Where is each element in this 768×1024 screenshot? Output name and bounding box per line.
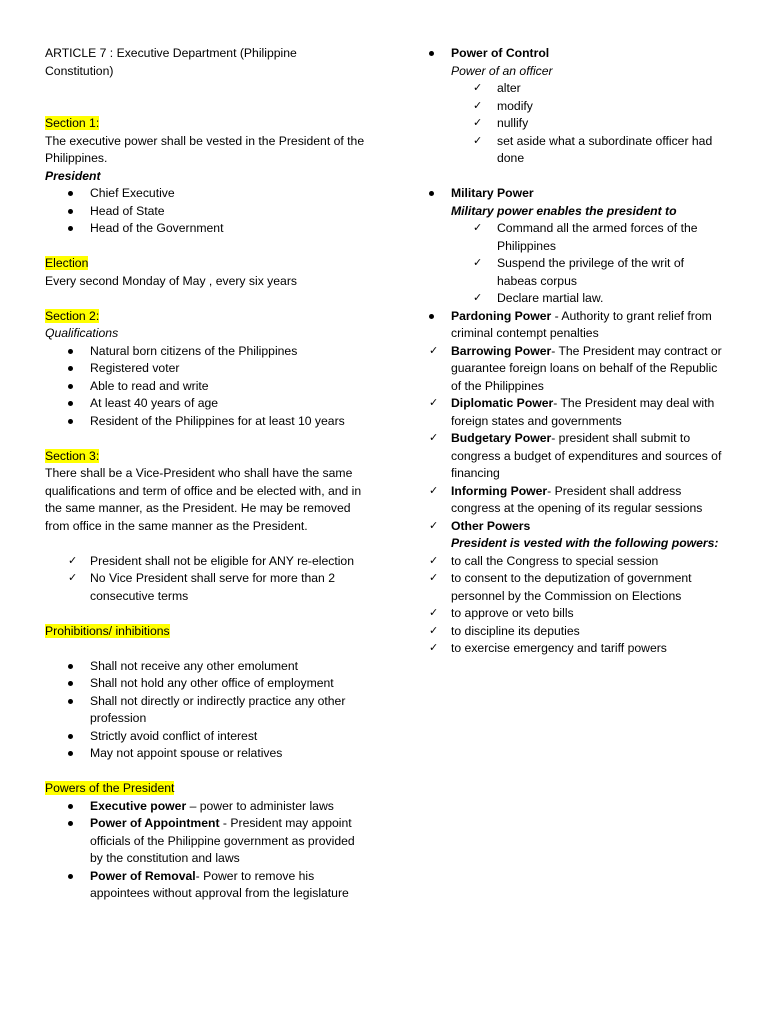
checkmark-icon: ✓ <box>429 519 439 532</box>
list-item: Natural born citizens of the Philippines <box>45 343 365 361</box>
checkmark-icon: ✓ <box>429 554 439 567</box>
left-column <box>45 45 365 903</box>
list-item: Able to read and write <box>45 378 365 396</box>
checkmark-icon: ✓ <box>473 292 483 304</box>
military-checklist <box>427 220 727 308</box>
list-item: ✓ to discipline its deputies <box>427 623 727 641</box>
prohibitions-list <box>45 658 365 763</box>
qualifications-list <box>45 343 365 431</box>
list-item: ✓ Declare martial law. <box>427 290 727 308</box>
other-powers-subheading: President is vested with the following powers: <box>451 536 719 550</box>
checkmark-icon: ✓ <box>429 624 439 637</box>
list-item: Power of Appointment - President may appoint officials of the Philippine government as provided by the constitution and laws <box>45 815 365 868</box>
other-powers-checklist <box>427 343 727 536</box>
list-item: Head of the Government <box>45 220 365 238</box>
list-item: ✓ alter <box>427 80 727 98</box>
list-item: ✓ nullify <box>427 115 727 133</box>
section-1-heading: Section 1: <box>45 116 100 130</box>
list-item: ✓ No Vice President shall serve for more than 2 consecutive terms <box>68 571 335 603</box>
list-item: Shall not directly or indirectly practice any other profession <box>45 693 365 728</box>
checkmark-icon: ✓ <box>473 134 483 147</box>
pardoning-power-list <box>427 308 727 343</box>
list-item: Power of Removal- Power to remove his appointees without approval from the legislature <box>45 868 365 903</box>
checkmark-icon: ✓ <box>68 554 78 567</box>
control-checklist <box>427 80 727 168</box>
prohibitions-heading: Prohibitions/ inhibitions <box>45 623 170 638</box>
checkmark-icon: ✓ <box>68 572 78 584</box>
list-item: Registered voter <box>45 360 365 378</box>
list-item: At least 40 years of age <box>45 395 365 413</box>
other-powers-subheading-wrap <box>427 535 727 553</box>
election-heading: Election <box>45 256 89 270</box>
list-item: Power of Control Power of an officer <box>427 45 727 80</box>
list-item: ✓ to exercise emergency and tariff powers <box>427 640 727 658</box>
checkmark-icon: ✓ <box>429 484 439 497</box>
section-1-subheading: President <box>45 168 101 183</box>
list-item: ✓ modify <box>427 98 727 116</box>
vested-powers-checklist <box>427 553 727 658</box>
election-text: Every second Monday of May , every six years <box>45 273 297 288</box>
checkmark-icon: ✓ <box>473 257 483 269</box>
checkmark-icon: ✓ <box>429 344 439 357</box>
list-item: ✓ set aside what a subordinate officer had done <box>473 133 713 165</box>
list-item: Executive power – power to administer laws <box>45 798 365 816</box>
list-item: ✓ Barrowing Power- The President may contract or guarantee foreign loans on behalf of the Republic of the Philippines <box>429 343 722 393</box>
section-2-heading: Section 2: <box>45 308 100 323</box>
list-item: ✓ Diplomatic Power- The President may deal with foreign states and governments <box>429 396 715 428</box>
checkmark-icon: ✓ <box>429 607 439 619</box>
section-3-checklist <box>45 553 365 606</box>
list-item: ✓ Suspend the privilege of the writ of habeas corpus <box>473 256 684 288</box>
checkmark-icon: ✓ <box>473 99 483 112</box>
list-item: ✓ to call the Congress to special session <box>427 553 727 571</box>
section-3-text: There shall be a Vice-President who shall have the same qualifications and term of office and be elected with, and in the same manner, as the President. He may be removed from office in the same manner as the President. <box>45 466 362 533</box>
list-item: ✓ President shall not be eligible for ANY re-election <box>45 553 365 571</box>
list-item: Head of State <box>45 203 365 221</box>
list-item: Resident of the Philippines for at least 10 years <box>45 413 365 431</box>
document-title: ARTICLE 7 : Executive Department (Philippine Constitution) <box>45 46 297 78</box>
control-power-list <box>427 45 727 80</box>
checkmark-icon: ✓ <box>429 642 439 654</box>
list-item: Pardoning Power - Authority to grant relief from criminal contempt penalties <box>427 308 727 343</box>
checkmark-icon: ✓ <box>429 572 439 584</box>
checkmark-icon: ✓ <box>429 432 439 444</box>
list-item: ✓ to approve or veto bills <box>427 605 727 623</box>
checkmark-icon: ✓ <box>473 82 483 94</box>
checkmark-icon: ✓ <box>429 397 439 409</box>
list-item: ✓ Other Powers <box>427 518 727 536</box>
list-item: Shall not receive any other emolument <box>45 658 365 676</box>
powers-heading: Powers of the President <box>45 781 175 795</box>
list-item: ✓ Budgetary Power- president shall submit to congress a budget of expenditures and sources of financing <box>429 431 722 480</box>
president-roles-list <box>45 185 365 238</box>
section-3-heading: Section 3: <box>45 448 100 463</box>
list-item: Shall not hold any other office of employment <box>45 675 365 693</box>
military-power-list <box>427 185 727 220</box>
section-1-text: The executive power shall be vested in the President of the Philippines. <box>45 133 365 165</box>
checkmark-icon: ✓ <box>473 222 483 234</box>
right-column <box>427 45 727 658</box>
list-item: ✓ Informing Power- President shall address congress at the opening of its regular sessions <box>429 483 703 515</box>
list-item: Chief Executive <box>45 185 365 203</box>
list-item: Strictly avoid conflict of interest <box>45 728 365 746</box>
list-item: ✓ Command all the armed forces of the Philippines <box>473 221 698 253</box>
section-2-subheading: Qualifications <box>45 326 119 340</box>
powers-list <box>45 798 365 903</box>
list-item: Military Power Military power enables the president to <box>427 185 727 220</box>
checkmark-icon: ✓ <box>473 117 483 129</box>
list-item: ✓ to consent to the deputization of government personnel by the Commission on Elections <box>429 571 692 603</box>
list-item: May not appoint spouse or relatives <box>45 745 365 763</box>
